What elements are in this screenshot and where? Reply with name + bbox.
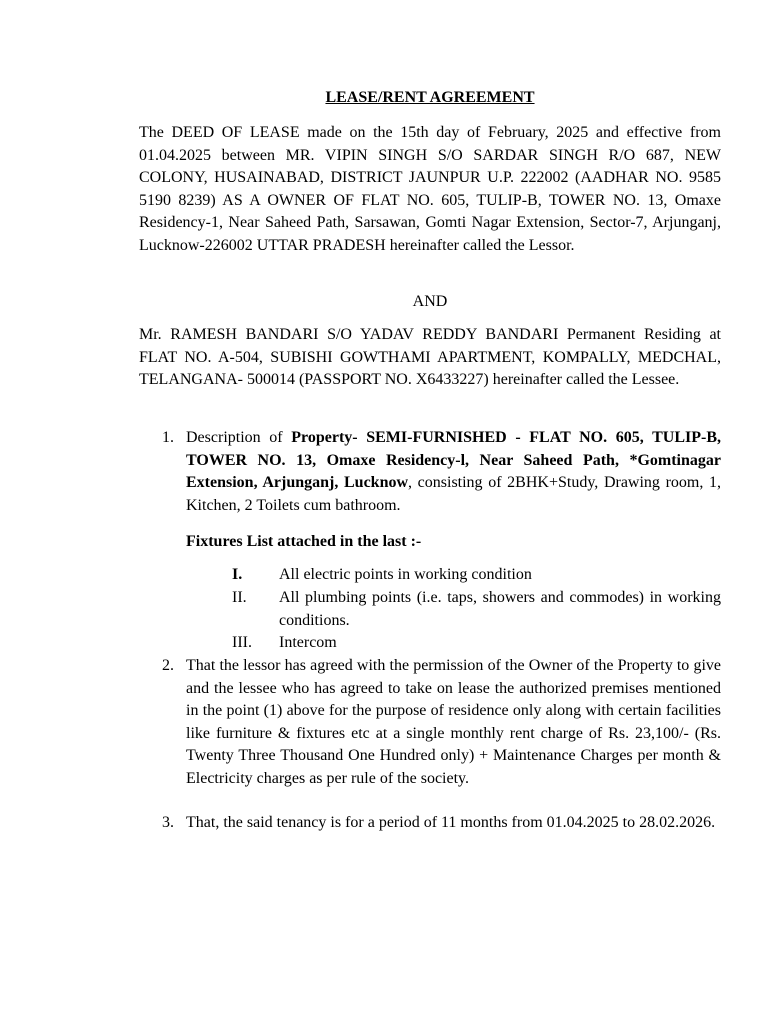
fixture-numeral-3: III. <box>232 634 252 651</box>
item-number-3: 3. <box>162 814 174 831</box>
and-separator: AND <box>412 293 448 310</box>
item1-prefix: Description of <box>186 429 292 446</box>
item1-property-bold: Property- SEMI-FURNISHED - FLAT NO. 605, TULIP-B, TOWER NO. 13, Omaxe Residency-l, Near Saheed Path, *Gomtinagar Extension, Arjunganj, Lucknow <box>186 429 721 492</box>
fixture-numeral-1: I. <box>232 566 243 583</box>
rent-terms-item: That the lessor has agreed with the permission of the Owner of the Property to give and the lessee who has agreed to take on lease the authorized premises mentioned in the point (1) above for the purpose of residence only along with certain facilities like furniture & fixtures etc at a single monthly rent charge of Rs. 23,100/- (Rs. Twenty Three Thousand One Hundred only) + Maintenance Charges per month & Electricity charges as per rule of the society. <box>186 657 721 787</box>
item-number-2: 2. <box>162 657 174 674</box>
fixture-text-3: Intercom <box>279 634 337 651</box>
lessee-paragraph: Mr. RAMESH BANDARI S/O YADAV REDDY BANDARI Permanent Residing at FLAT NO. A-504, SUBISHI GOWTHAMI APARTMENT, KOMPALLY, MEDCHAL, TELANGANA- 500014 (PASSPORT NO. X6433227) hereinafter called the Lessee. <box>139 326 721 389</box>
item1-suffix: , consisting of 2BHK+Study, Drawing room, 1, Kitchen, 2 Toilets cum bathroom. <box>186 474 721 514</box>
lessor-paragraph: The DEED OF LEASE made on the 15th day of February, 2025 and effective from 01.04.2025 between MR. VIPIN SINGH S/O SARDAR SINGH R/O 687, NEW COLONY, HUSAINABAD, DISTRICT JAUNPUR U.P. 222002 (AADHAR NO. 9585 5190 8239) AS A OWNER OF FLAT NO. 605, TULIP-B, TOWER NO. 13, Omaxe Residency-1, Near Saheed Path, Sarsawan, Gomti Nagar Extension, Sector-7, Arjunganj, Lucknow-226002 UTTAR PRADESH hereinafter called the Lessor. <box>139 124 721 254</box>
item-number-1: 1. <box>162 429 174 446</box>
fixtures-heading: Fixtures List attached in the last :- <box>186 533 422 550</box>
fixture-numeral-2: II. <box>232 589 247 606</box>
document-title: LEASE/RENT AGREEMENT <box>325 89 535 106</box>
tenancy-period-item: That, the said tenancy is for a period of 11 months from 01.04.2025 to 28.02.2026. <box>186 814 716 831</box>
property-description-item <box>186 427 721 517</box>
fixture-text-2: All plumbing points (i.e. taps, showers and commodes) in working conditions. <box>279 589 721 629</box>
fixture-text-1: All electric points in working condition <box>279 566 532 583</box>
